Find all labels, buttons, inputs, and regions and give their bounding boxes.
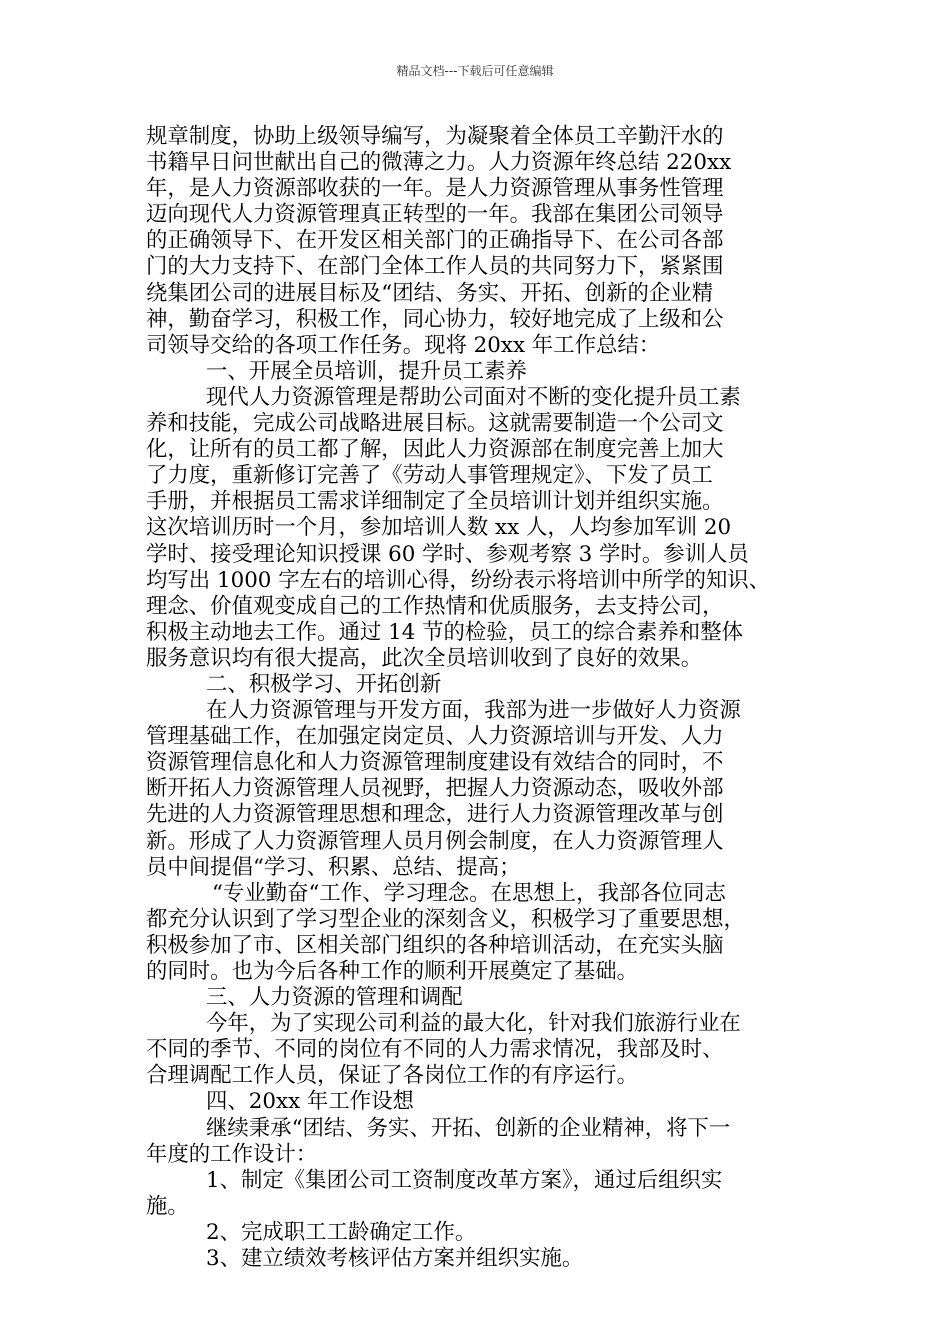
text-line: 合理调配工作人员，保证了各岗位工作的有序运行。 <box>146 1063 638 1089</box>
text-line: 继续秉承“团结、务实、开拓、创新的企业精神，将下一 <box>206 1115 731 1141</box>
text-line: 积极参加了市、区相关部门组织的各种培训活动，在充实头脑 <box>146 932 724 958</box>
text-line: 1、制定《集团公司工资制度改革方案》，通过后组织实 <box>206 1167 723 1193</box>
text-line: 不同的季节、不同的岗位有不同的人力需求情况，我部及时、 <box>146 1037 724 1063</box>
text-line: 均写出 1000 字左右的培训心得，纷纷表示将培训中所学的知识、 <box>146 567 771 593</box>
text-line: 服务意识均有很大提高，此次全员培训收到了良好的效果。 <box>146 645 703 671</box>
text-line: 这次培训历时一个月，参加培训人数 xx 人，人均参加军训 20 <box>146 515 732 541</box>
text-line: 的同时。也为今后各种工作的顺利开展奠定了基础。 <box>146 959 638 984</box>
text-line: 的正确领导下、在开发区相关部门的正确指导下、在公司各部 <box>146 228 724 254</box>
text-line: 施。 <box>146 1193 189 1219</box>
text-line: 规章制度，协助上级领导编写，为凝聚着全体员工辛勤汗水的 <box>146 124 724 149</box>
text-line: 断开拓人力资源管理人员视野，把握人力资源动态，吸收外部 <box>146 776 724 802</box>
text-line: 在人力资源管理与开发方面，我部为进一步做好人力资源 <box>206 698 741 724</box>
page-header: 精品文档---下载后可任意编辑 <box>396 64 554 78</box>
section-heading: 四、20xx 年工作设想 <box>206 1089 414 1115</box>
text-line: 门的大力支持下、在部门全体工作人员的共同努力下，紧紧围 <box>146 254 724 280</box>
text-line: 都充分认识到了学习型企业的深刻含义，积极学习了重要思想， <box>146 906 745 932</box>
text-line: “专业勤奋“工作、学习理念。在思想上，我部各位同志 <box>212 880 726 906</box>
text-line: 新。形成了人力资源管理人员月例会制度，在人力资源管理人 <box>146 828 724 854</box>
section-heading: 一、开展全员培训，提升员工素养 <box>206 358 527 384</box>
text-line: 了力度，重新修订完善了《劳动人事管理规定》、下发了员工 <box>146 463 713 489</box>
text-line: 迈向现代人力资源管理真正转型的一年。我部在集团公司领导 <box>146 202 724 228</box>
text-line: 先进的人力资源管理思想和理念，进行人力资源管理改革与创 <box>146 802 724 828</box>
text-line: 员中间提倡“学习、积累、总结、提高； <box>146 854 521 880</box>
text-line: 年，是人力资源部收获的一年。是人力资源管理从事务性管理 <box>146 176 724 202</box>
text-line: 化，让所有的员工都了解，因此人力资源部在制度完善上加大 <box>146 437 724 463</box>
section-heading: 三、人力资源的管理和调配 <box>206 985 463 1011</box>
text-line: 司领导交给的各项工作任务。现将 20xx 年工作总结： <box>146 332 661 358</box>
text-line: 年度的工作设计： <box>146 1141 318 1167</box>
text-line: 手册，并根据员工需求详细制定了全员培训计划并组织实施。 <box>146 489 724 515</box>
text-line: 3、建立绩效考核评估方案并组织实施。 <box>206 1246 584 1272</box>
document-body <box>146 124 806 1272</box>
text-line: 资源管理信息化和人力资源管理制度建设有效结合的同时，不 <box>146 750 724 776</box>
text-line: 管理基础工作，在加强定岗定员、人力资源培训与开发、人力 <box>146 724 724 750</box>
text-line: 积极主动地去工作。通过 14 节的检验，员工的综合素养和整体 <box>146 619 743 645</box>
text-line: 学时、接受理论知识授课 60 学时、参观考察 3 学时。参训人员 <box>146 541 749 567</box>
text-line: 书籍早日问世献出自己的微薄之力。人力资源年终总结 220xx <box>146 150 732 176</box>
text-line: 绕集团公司的进展目标及“团结、务实、开拓、创新的企业精 <box>146 280 714 306</box>
text-line: 现代人力资源管理是帮助公司面对不断的变化提升员工素 <box>206 384 741 410</box>
section-heading: 二、积极学习、开拓创新 <box>206 671 442 697</box>
text-line: 2、完成职工工龄确定工作。 <box>206 1219 477 1245</box>
text-line: 今年，为了实现公司利益的最大化，针对我们旅游行业在 <box>206 1011 741 1037</box>
text-line: 养和技能，完成公司战略进展目标。这就需要制造一个公司文 <box>146 411 724 437</box>
text-line: 神，勤奋学习，积极工作，同心协力，较好地完成了上级和公 <box>146 306 724 332</box>
text-line: 理念、价值观变成自己的工作热情和优质服务，去支持公司， <box>146 593 724 619</box>
